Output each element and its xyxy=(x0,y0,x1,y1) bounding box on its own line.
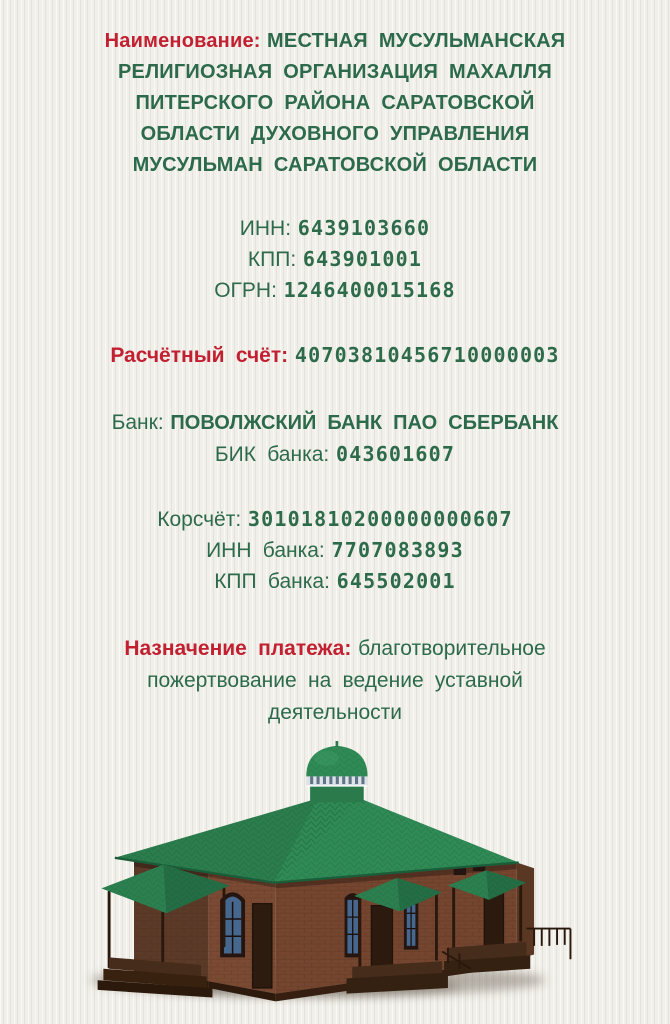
payment-purpose-block xyxy=(105,633,565,729)
inn-value: 6439103660 xyxy=(297,216,431,240)
bank-kpp-label: КПП банка: xyxy=(214,570,330,593)
ogrn-row xyxy=(0,275,670,306)
organization-name-value: МЕСТНАЯ МУСУЛЬМАНСКАЯ РЕЛИГИОЗНАЯ ОРГАНИЗАЦИЯ МАХАЛЛЯ ПИТЕРСКОГО РАЙОНА САРАТОВСКОЙ ОБЛАСТИ ДУХОВНОГО УПРАВЛЕНИЯ МУСУЛЬМАН САРАТОВСКОЙ ОБЛАСТИ xyxy=(117,30,566,176)
corr-account-block xyxy=(0,504,670,597)
kpp-value: 643901001 xyxy=(302,247,423,271)
settlement-account-block xyxy=(0,340,670,371)
bank-kpp-row xyxy=(0,566,670,597)
inn-row xyxy=(0,213,670,244)
settlement-account-value: 40703810456710000003 xyxy=(294,343,560,367)
corr-account-value: 30101810200000000607 xyxy=(247,507,513,531)
organization-name-label: Наименование: xyxy=(104,30,261,52)
inn-label: ИНН: xyxy=(239,217,292,240)
bank-block xyxy=(0,407,670,470)
settlement-account-label: Расчётный счёт: xyxy=(110,344,289,367)
mosque-dome xyxy=(306,741,367,802)
bik-row xyxy=(0,439,670,470)
ogrn-value: 1246400015168 xyxy=(283,278,456,302)
bank-inn-value: 7707083893 xyxy=(331,538,464,562)
kpp-row xyxy=(0,244,670,275)
mosque-3d-illustration xyxy=(55,741,615,1009)
bik-value: 043601607 xyxy=(335,442,456,466)
mosque-illustration xyxy=(0,741,670,1009)
org-ids-block xyxy=(0,213,670,306)
payment-purpose-label: Назначение платежа: xyxy=(124,637,352,660)
organization-name-block xyxy=(83,26,588,181)
bank-inn-row xyxy=(0,535,670,566)
settlement-account-row xyxy=(0,340,670,371)
corr-account-label: Корсчёт: xyxy=(157,508,242,531)
bank-inn-label: ИНН банка: xyxy=(206,539,325,562)
corr-account-row xyxy=(0,504,670,535)
bank-name-label: Банк: xyxy=(111,411,164,434)
ogrn-label: ОГРН: xyxy=(214,279,277,302)
bank-name-value: ПОВОЛЖСКИЙ БАНК ПАО СБЕРБАНК xyxy=(170,412,559,434)
payment-purpose-value: благотворительное пожертвование на ведение уставной деятельности xyxy=(147,637,546,724)
bank-kpp-value: 645502001 xyxy=(336,569,456,593)
bik-label: БИК банка: xyxy=(214,443,330,466)
kpp-label: КПП: xyxy=(247,248,297,271)
bank-name-row xyxy=(0,407,670,439)
